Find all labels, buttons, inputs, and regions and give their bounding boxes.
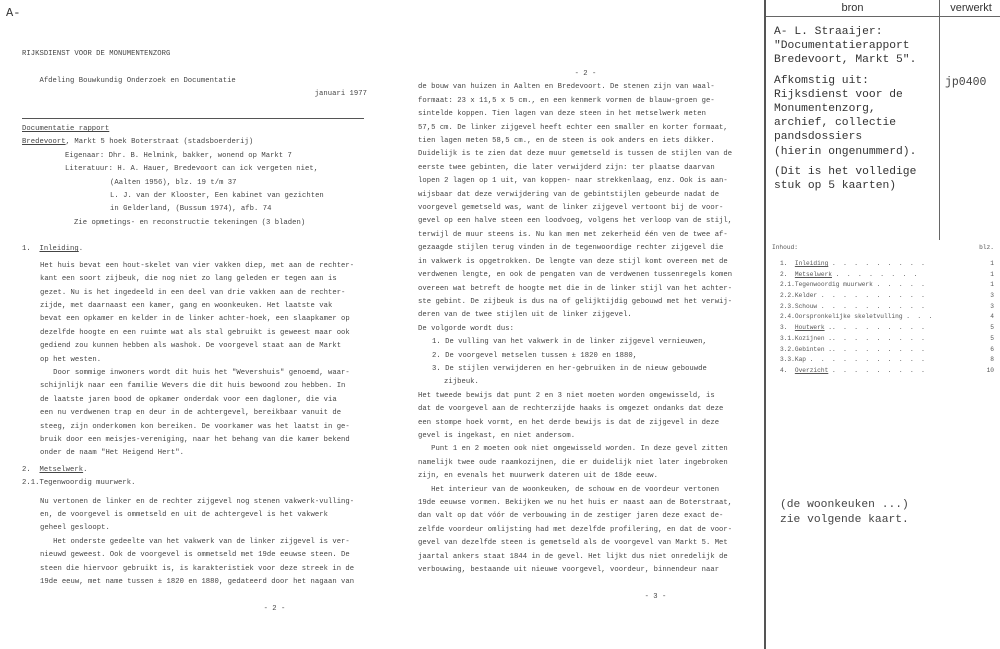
text-line: een nu verdwenen trap en deur in de achtergevel, bereikbaar vanuit de xyxy=(40,409,342,418)
place-name: Bredevoort xyxy=(22,138,66,147)
text-line: lopen 2 lagen op 1 uit, van koppen- naar strekkenlaag, enz. Ook is aan- xyxy=(418,177,728,186)
text-line: dat de voorgevel aan de rechterzijde haaks is omgezet ondanks dat deze xyxy=(418,405,724,414)
text-line: 57,5 cm. De linker zijgevel heeft echter een smaller en korter formaat, xyxy=(418,123,728,132)
text-line: gevel is ingekast, en niet andersom. xyxy=(418,431,576,440)
origin-line: Rijksdienst voor de xyxy=(774,88,903,101)
text-line: De volgorde wordt dus: xyxy=(418,324,514,333)
toc-leader-dots: . . . . . . . . . xyxy=(832,260,925,267)
toc-leader-dots: . . . xyxy=(906,313,933,321)
toc-entry xyxy=(780,355,994,366)
origin-line: (hierin ongenummerd). xyxy=(774,145,917,158)
toc-page: 4 xyxy=(990,313,994,321)
toc-number: 2.2. xyxy=(780,292,795,300)
text-line: gezaagde stijlen terug vinden in de tegenwoordige rechter zijgevel die xyxy=(418,244,724,253)
completeness-line: (Dit is het volledige xyxy=(774,165,917,178)
source-line: "Documentatierapport xyxy=(774,40,910,53)
toc-label: Overzicht xyxy=(794,366,829,374)
text-line: Nu vertonen de linker en de rechter zijgevel nog stenen vakwerk-vulling- xyxy=(40,497,355,506)
toc-number: 3. xyxy=(780,324,795,332)
owner: Eigenaar: Dhr. B. Helmink, bakker, wonend op Markt 7 xyxy=(65,151,292,160)
origin-line: pandsdossiers xyxy=(774,131,863,144)
text-line: de laatste jaren bood de opkamer onderdak voor een dagloner, die via xyxy=(40,395,337,404)
text-line: tien lagen meten 58,5 cm., en de steen is ook anders en iets dikker. xyxy=(418,137,715,146)
toc-label: Kap xyxy=(794,356,806,364)
text-line: gevel van dezelfde steen is gemetseld als de voorgevel van Markt 5. Met xyxy=(418,539,728,548)
text-line: eerste twee gebinten, die later verwijderd zijn: ter plaatse daarvan xyxy=(418,163,715,172)
text-line: dan valt op dat vóór de verbouwing in de zestiger jaren deze exact de- xyxy=(418,512,724,521)
section-title: Metselwerk xyxy=(39,465,84,474)
text-line: zijn, en evenals het muurwerk dateren uit de 18de eeuw. xyxy=(418,472,658,481)
text-line: steen die hiervoor gebruikt is, is karakteristiek voor deze streek in de xyxy=(40,564,355,573)
toc-title: Inhoud: xyxy=(772,244,798,251)
text-line: Duidelijk is te zien dat deze muur gemetseld is tussen de stijlen van de xyxy=(418,150,733,159)
section-1-heading: 1. Inleiding. xyxy=(22,245,84,254)
text-line: in vakwerk is opgetrokken. De lengte van deze stijl komt overeen met de xyxy=(418,257,728,266)
text-line: gevel op een halve steen een loodvoeg, volgens het verloop van de stijl, xyxy=(418,217,733,226)
report-page-2-left xyxy=(22,48,367,617)
text-line: en, de voorgevel is ommetseld en uit de achtergevel is het vakwerk xyxy=(40,511,328,519)
toc-number: 2. xyxy=(780,270,795,278)
page-number: - 3 - xyxy=(644,593,667,602)
toc-page: 5 xyxy=(990,324,994,332)
text-line: 19de eeuwse vormen. Bekijken we nu het huis er naast aan de Boterstraat, xyxy=(418,499,733,507)
text-line: 19de eeuw, met name tussen ± 1820 en 1880, gedateerd door het nagaan van xyxy=(40,578,355,587)
address-line xyxy=(22,136,367,149)
text-line: Het interieur van de woonkeuken, de schouw en de voordeur vertonen xyxy=(418,485,720,494)
toc-number: 1. xyxy=(780,260,795,267)
toc-entry xyxy=(780,270,994,281)
toc-leader-dots: .. . . . . . . . . xyxy=(828,334,925,342)
card-header xyxy=(766,0,1000,17)
text-line: sintelde koppen. Tien lagen van deze steen in het metselwerk meten xyxy=(418,110,706,119)
text-line: zijde, met daarnaast een kamer, gang en woonkeuken. Het laatste vak xyxy=(40,301,333,310)
text-line: Het onderste gedeelte van het vakwerk van de linker zijgevel is ver- xyxy=(40,537,350,546)
toc-entry xyxy=(780,291,994,302)
literature-2: L. J. van der Klooster, Een kabinet van gezichten xyxy=(110,192,324,201)
report-page-3-middle xyxy=(418,64,753,605)
toc-label: Tegenwoordig muurwerk xyxy=(794,281,873,289)
origin-line: archief, collectie xyxy=(774,117,897,130)
toc-entry xyxy=(780,302,994,313)
text-line: Punt 1 en 2 moeten ook niet omgewisseld worden. In deze gevel zitten xyxy=(418,445,728,454)
toc-entry xyxy=(780,280,994,291)
text-line: zelfde voordeur omlijsting had met dezelfde profilering, en dat de voor- xyxy=(418,525,733,534)
text-line: onder de naam "Het Heigend Hert". xyxy=(40,449,184,458)
toc-entry xyxy=(780,259,994,270)
column-header-bron: bron xyxy=(841,2,864,14)
toc-page: 8 xyxy=(990,356,994,364)
page-header-number: - 2 - xyxy=(574,70,597,78)
processed-reference-code: jp0400 xyxy=(945,76,987,89)
toc-leader-dots: . . . . . . . . . . xyxy=(820,302,925,310)
text-line: geheel gesloopt. xyxy=(40,524,110,533)
toc-label: Kelder xyxy=(794,292,818,300)
section-number: 2. xyxy=(22,465,31,474)
section-2-1-heading: 2.1.Tegenwoordig muurwerk. xyxy=(22,479,136,488)
note-line: (de woonkeuken ...) xyxy=(780,499,909,511)
toc-number: 4. xyxy=(780,366,795,374)
text-line: een stompe hoek vormt, en het derde bewijs is dat de zijgevel in deze xyxy=(418,418,720,427)
text-line: terwijl de muur steens is. Nu kan men met zekerheid één ven de twee af- xyxy=(418,230,728,239)
page-number: - 2 - xyxy=(263,605,286,614)
toc-label: Oorspronkelijke skeletvulling xyxy=(794,313,903,321)
table-of-contents xyxy=(772,243,994,377)
text-line: voorgevel gemetseld was, want de linker zijgevel vertoont bij de voor- xyxy=(418,204,724,213)
header-rule xyxy=(22,118,364,119)
source-origin xyxy=(774,74,940,159)
toc-number: 2.1. xyxy=(780,281,795,289)
doc-type: Documentatie rapport xyxy=(22,125,110,134)
text-line: verbouwing, bestaande uit nieuwe voorgevel, voordeur, binnendeur naar xyxy=(418,566,720,575)
body-text-a xyxy=(418,81,753,336)
toc-page: 6 xyxy=(990,345,994,353)
toc-leader-dots: . . . . . . . . . . . xyxy=(809,356,925,364)
text-line: jaartal ankers staat 1844 in de gevel. Het lijkt dus niet onredelijk de xyxy=(418,552,728,561)
text-line: steeg, zijn onderkomen kon bereiken. De voorkamer was het laatst in ge- xyxy=(40,422,350,431)
toc-number: 3.1. xyxy=(780,334,795,342)
text-line: deren van de twee stijlen uit de linker zijgevel. xyxy=(418,311,632,320)
text-line: op het westen. xyxy=(40,355,102,364)
index-card xyxy=(764,0,1000,649)
section-2-heading: 2. Metselwerk. xyxy=(22,465,88,474)
literature-1-cont: (Aalten 1956), blz. 19 t/m 37 xyxy=(110,178,237,187)
text-line: dezelfde hoogte en een ruimte wat als stal gebruikt is geweest maar ook xyxy=(40,328,350,337)
section-1-body xyxy=(22,260,367,367)
source-description xyxy=(774,25,940,193)
completeness-line: stuk op 5 kaarten) xyxy=(774,180,897,193)
continuation-note xyxy=(780,498,909,527)
literature-1: Literatuur: H. A. Hauer, Bredevoort can ick vergeten niet, xyxy=(65,165,319,174)
source-completeness xyxy=(774,165,940,193)
toc-number: 2.4. xyxy=(780,313,795,321)
toc-page: 1 xyxy=(990,260,994,267)
sequence-list-cont: zijbeuk. xyxy=(444,378,479,387)
text-line: bevat een opkamer en kelder in de linker achter-hoek, een slaapkamer op xyxy=(40,315,350,324)
toc-label: Metselwerk xyxy=(794,270,832,278)
department-line xyxy=(22,61,367,115)
text-line: de bouw van huizen in Aalten en Bredevoort. De stenen zijn van waal- xyxy=(418,83,715,92)
text-line: namelijk twee oude raamkozijnen, die er duidelijk niet later ingebroken xyxy=(418,458,728,467)
text-line: formaat: 23 x 11,5 x 5 cm., en een kenmerk vormen de blauw-groen ge- xyxy=(418,96,715,105)
card-label-mark: A- xyxy=(6,6,21,20)
toc-number: 3.2. xyxy=(780,345,795,353)
literature-2-cont: in Gelderland, (Bussum 1974), afb. 74 xyxy=(110,205,272,214)
section-title: Inleiding xyxy=(39,245,79,254)
toc-leader-dots: .. . . . . . . . . xyxy=(828,324,925,332)
toc-page: 3 xyxy=(990,292,994,300)
toc-entry xyxy=(780,312,994,323)
toc-label: Houtwerk xyxy=(794,324,825,332)
section-1-body-2 xyxy=(22,367,367,461)
toc-page: 3 xyxy=(990,302,994,310)
toc-entry xyxy=(780,345,994,356)
report-date: januari 1977 xyxy=(314,90,367,99)
toc-entry xyxy=(780,366,994,377)
toc-page: 1 xyxy=(990,281,994,289)
toc-leader-dots: . . . . . . . . . . xyxy=(820,292,925,300)
org-name: RIJKSDIENST VOOR DE MONUMENTENZORG xyxy=(22,50,171,58)
source-line: A- L. Straaijer: xyxy=(774,26,883,38)
origin-line: Afkomstig uit: xyxy=(774,74,869,87)
source-line: Bredevoort, Markt 5". xyxy=(774,54,917,67)
section-number: 1. xyxy=(22,245,31,254)
text-line: bruik door een meisjes-vereniging, naar het behang van die kamer bekend xyxy=(40,435,350,444)
toc-pages-label: blz. xyxy=(979,244,994,251)
toc-header xyxy=(772,243,994,259)
text-line: ste gebint. De zijbeuk is dus na of gelijktijdig gebouwd met het verwij- xyxy=(418,297,733,306)
list-item: 3. De stijlen verwijderen en her-gebruiken in de nieuw gebouwde xyxy=(432,364,707,373)
toc-number: 3.3. xyxy=(780,356,795,364)
toc-entry xyxy=(780,323,994,334)
sequence-list xyxy=(418,336,753,376)
department: Afdeling Bouwkundig Onderzoek en Documentatie xyxy=(39,76,236,85)
text-line: gediend zou kunnen hebben als washok. De voorgevel staat aan de Markt xyxy=(40,342,342,351)
address: , Markt 5 hoek Boterstraat (stadsboerderij) xyxy=(65,138,254,147)
text-line: schijnlijk naar een familie Wevers die dit huis bewoond zou hebben. In xyxy=(40,382,346,391)
toc-page: 10 xyxy=(986,366,994,374)
text-line: nieuwd geweest. Ook de voorgevel is ommetseld met 19de eeuwse steen. De xyxy=(40,551,350,560)
text-line: verdwenen lengte, en ook de pengaten van de verdwenen tussenregels komen xyxy=(418,271,733,280)
toc-label: Schouw xyxy=(794,302,818,310)
toc-number: 2.3. xyxy=(780,302,795,310)
column-header-verwerkt: verwerkt xyxy=(950,2,992,14)
toc-label: Inleiding xyxy=(794,260,829,267)
text-line: gezet. Nu is het ingedeeld in een deel van drie vakken aan de rechter- xyxy=(40,288,346,297)
list-item: 2. De voorgevel metselen tussen ± 1820 en 1880, xyxy=(432,351,638,360)
toc-label: Gebinten xyxy=(794,345,825,353)
list-item: 1. De vulling van het vakwerk in de linker zijgevel vernieuwen, xyxy=(432,338,707,347)
text-line: Het tweede bewijs dat punt 2 en 3 niet moeten worden omgewisseld, is xyxy=(418,391,715,400)
toc-leader-dots: . . . . . . . . . xyxy=(832,366,925,374)
toc-page: 5 xyxy=(990,334,994,342)
body-text-b xyxy=(418,390,753,578)
origin-line: Monumentenzorg, xyxy=(774,103,876,116)
toc-label: Kozijnen xyxy=(794,334,825,342)
text-line: Het huis bevat een hout-skelet van vier vakken diep, met aan de rechter- xyxy=(40,261,355,270)
drawings-note: Zie opmetings- en reconstructie tekeningen (3 bladen) xyxy=(74,218,306,227)
text-line: overeen wat betreft de hoogte met die in de linker stijl van het achter- xyxy=(418,284,733,293)
text-line: wijsbaar dat deze verwijdering van de gebintstijlen gebeurde nadat de xyxy=(418,190,720,199)
toc-leader-dots: . . . . . . . . xyxy=(835,270,918,278)
section-2-1-body xyxy=(22,496,367,590)
text-line: kant een soort zijbeuk, die nog niet zo lang geleden er tegen aan is xyxy=(40,275,337,284)
text-line: Door sommige inwoners wordt dit huis het "Wevershuis" genoemd, waar- xyxy=(40,368,350,377)
toc-entry xyxy=(780,334,994,345)
source-title xyxy=(774,25,940,68)
toc-page: 1 xyxy=(990,270,994,278)
note-line: zie volgende kaart. xyxy=(780,513,909,526)
toc-leader-dots: .. . . . . . . . . xyxy=(828,345,925,353)
toc-leader-dots: . . . . . xyxy=(876,281,925,289)
